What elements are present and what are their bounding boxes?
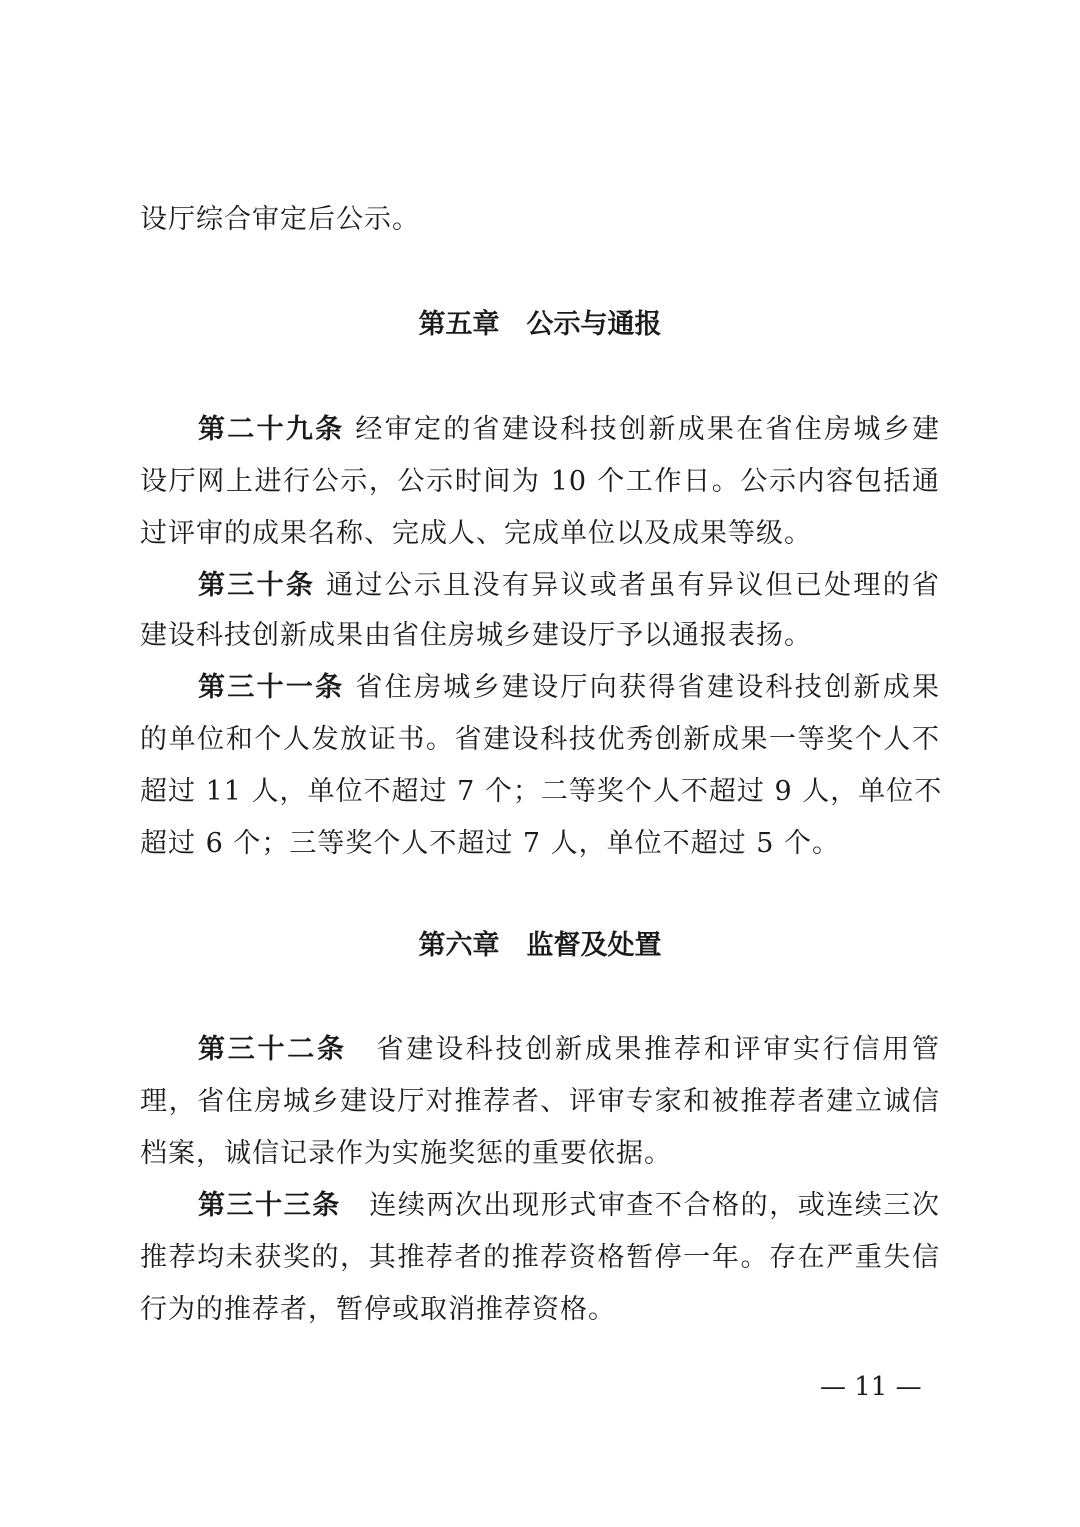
article-29-line-1 — [198, 410, 940, 450]
article-32-line-1 — [198, 1030, 940, 1070]
text-line-continuation: 设厅综合审定后公示。 — [140, 204, 420, 235]
article-31-line-2: 的单位和个人发放证书。省建设科技优秀创新成果一等奖个人不 — [140, 724, 940, 755]
article-30-line-2: 建设科技创新成果由省住房城乡建设厅予以通报表扬。 — [140, 620, 812, 651]
article-31-line-3: 超过 11 人，单位不超过 7 个；二等奖个人不超过 9 人，单位不 — [140, 776, 943, 807]
article-33-line-2: 推荐均未获奖的，其推荐者的推荐资格暂停一年。存在严重失信 — [140, 1242, 940, 1273]
article-32-line-2: 理，省住房城乡建设厅对推荐者、评审专家和被推荐者建立诚信 — [140, 1086, 940, 1117]
article-text: 经审定的省建设科技创新成果在省住房城乡建 — [344, 414, 940, 445]
article-label: 第二十九条 — [198, 414, 345, 445]
chapter-heading-5: 第五章 公示与通报 — [418, 309, 662, 340]
page-number: — 11 — — [820, 1372, 922, 1402]
article-text: 省建设科技创新成果推荐和评审实行信用管 — [346, 1034, 940, 1065]
article-31-line-4: 超过 6 个；三等奖个人不超过 7 人，单位不超过 5 个。 — [140, 828, 841, 859]
article-33-line-3: 行为的推荐者，暂停或取消推荐资格。 — [140, 1294, 616, 1325]
article-label: 第三十二条 — [198, 1034, 347, 1065]
article-label: 第三十条 — [198, 570, 316, 601]
article-text: 通过公示且没有异议或者虽有异议但已处理的省 — [315, 570, 940, 601]
article-30-line-1 — [198, 566, 940, 606]
chapter-heading-6: 第六章 监督及处置 — [418, 930, 662, 961]
article-text: 连续两次出现形式审查不合格的，或连续三次 — [340, 1190, 941, 1221]
article-29-line-3: 过评审的成果名称、完成人、完成单位以及成果等级。 — [140, 518, 812, 549]
article-33-line-1 — [198, 1186, 940, 1226]
article-29-line-2: 设厅网上进行公示，公示时间为 10 个工作日。公示内容包括通 — [140, 466, 940, 497]
article-32-line-3: 档案，诚信记录作为实施奖惩的重要依据。 — [140, 1138, 672, 1169]
article-label: 第三十一条 — [198, 672, 345, 703]
article-31-line-1 — [198, 668, 940, 708]
article-label: 第三十三条 — [198, 1190, 341, 1221]
article-text: 省住房城乡建设厅向获得省建设科技创新成果 — [344, 672, 940, 703]
